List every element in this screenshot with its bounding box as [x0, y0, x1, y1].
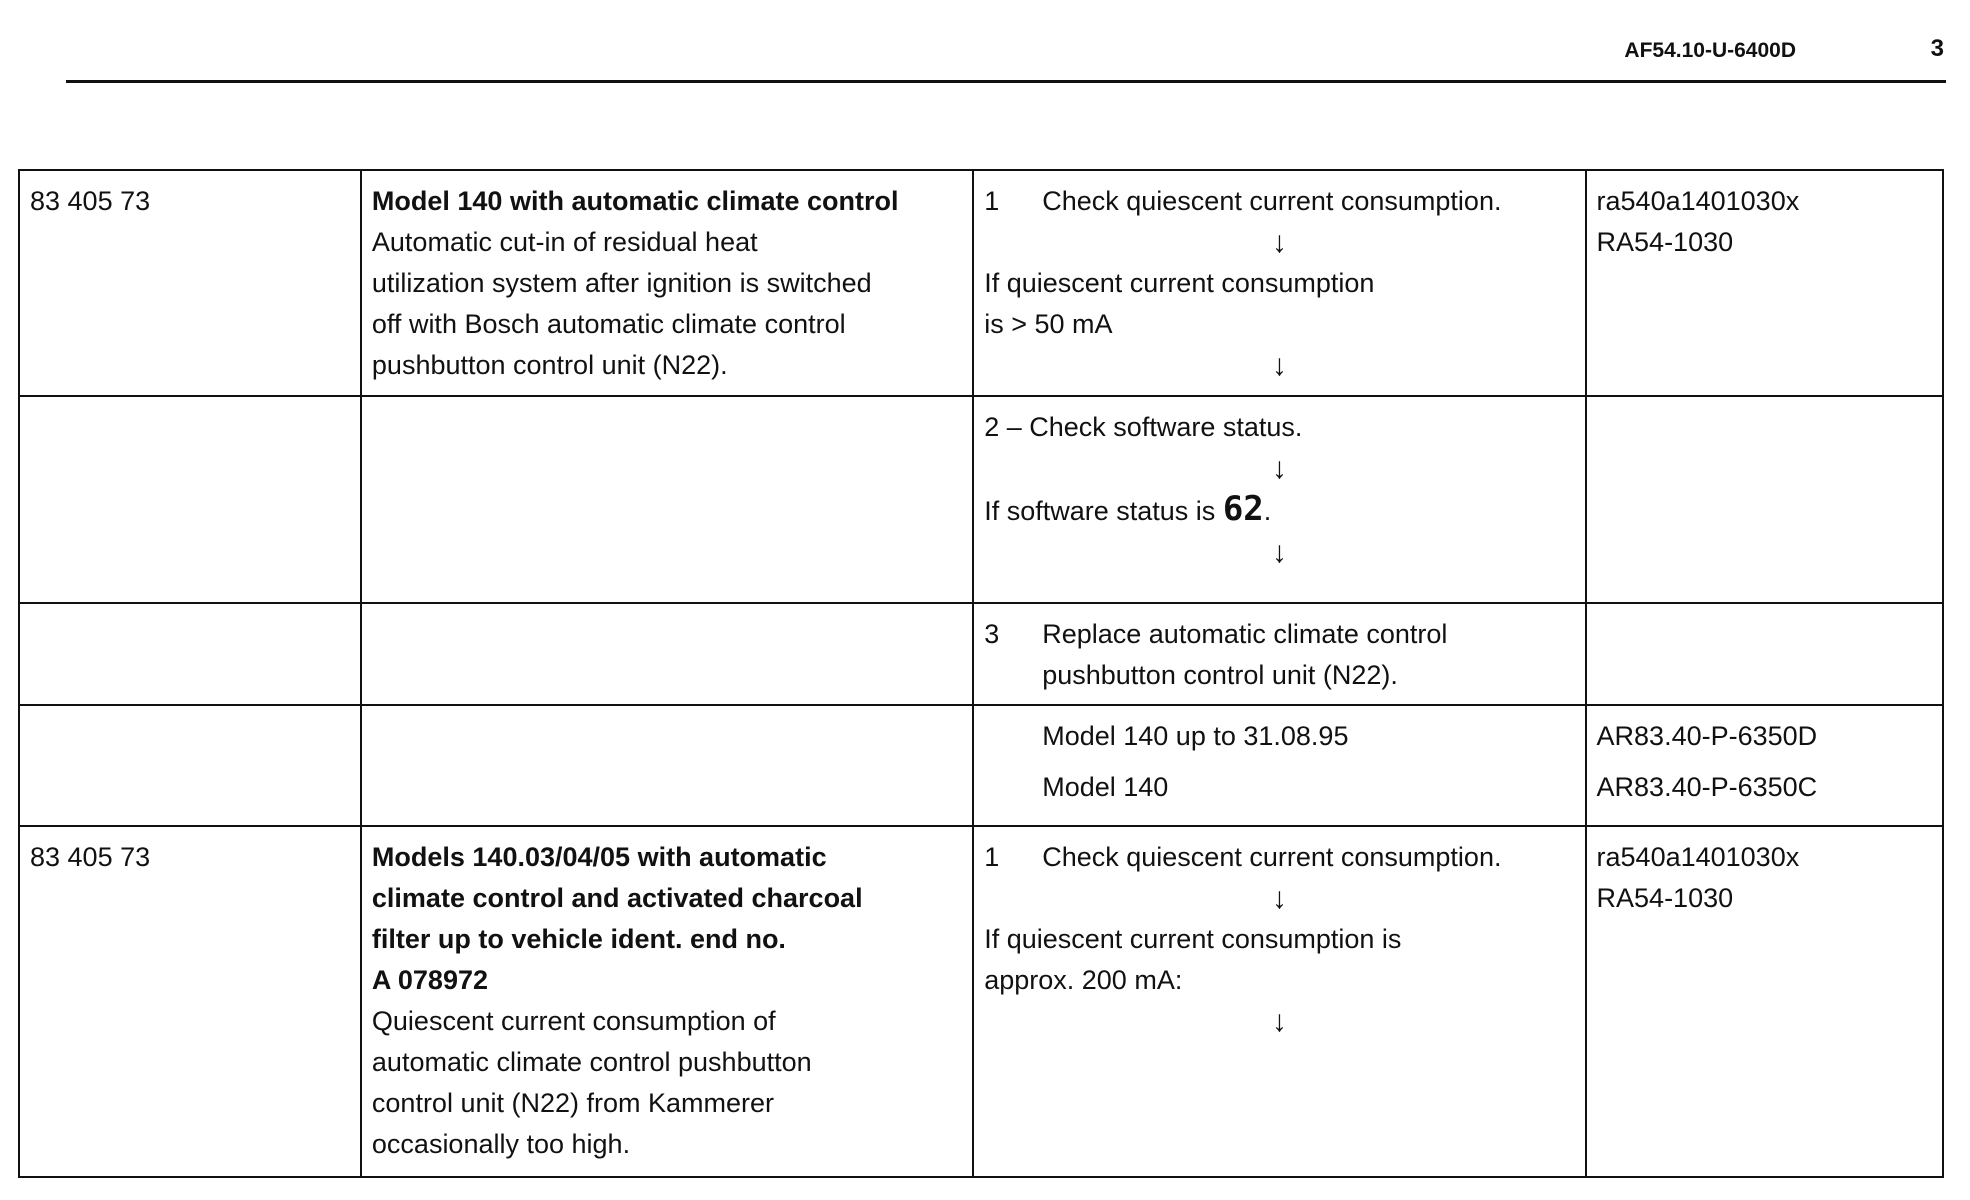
description-title: A 078972	[371, 965, 489, 995]
step-text: Check software status.	[1029, 412, 1303, 442]
reference-cell	[1586, 826, 1943, 1177]
description-line: utilization system after ignition is switched	[371, 268, 872, 298]
table-row	[19, 705, 1943, 826]
step-number: 2 –	[984, 412, 1030, 442]
procedure-cell	[973, 826, 1585, 1177]
reference-code: ra540a1401030x	[1596, 186, 1800, 216]
model-item: Model 140 up to 31.08.95	[1042, 721, 1349, 751]
description-line: off with Bosch automatic climate control	[371, 309, 846, 339]
description-cell	[361, 170, 973, 396]
software-status-value: 62	[1222, 489, 1264, 529]
description-cell	[361, 826, 973, 1177]
part-code: 83 405 73	[30, 186, 151, 216]
model-item: Model 140	[1042, 772, 1169, 802]
condition-suffix: .	[1263, 496, 1272, 526]
down-arrow-icon: ↓	[1271, 349, 1287, 382]
reference-code: AR83.40-P-6350C	[1596, 772, 1818, 802]
description-title: Model 140 with automatic climate control	[371, 186, 899, 216]
reference-cell	[1586, 705, 1943, 826]
reference-code: RA54-1030	[1596, 227, 1734, 257]
table-row	[19, 170, 1943, 396]
reference-cell	[1586, 603, 1943, 705]
document-code: AF54.10-U-6400D	[1624, 39, 1796, 62]
table-row	[19, 826, 1943, 1177]
procedure-cell	[973, 396, 1585, 603]
description-cell	[361, 603, 973, 705]
description-line: pushbutton control unit (N22).	[371, 350, 728, 380]
step-number: 3	[984, 619, 1000, 649]
description-line: control unit (N22) from Kammerer	[371, 1088, 775, 1118]
step-text: Check quiescent current consumption.	[1042, 842, 1502, 872]
down-arrow-icon: ↓	[1271, 452, 1287, 485]
table-row	[19, 396, 1943, 603]
description-line: Quiescent current consumption of	[371, 1006, 776, 1036]
code-cell	[19, 603, 361, 705]
procedure-cell	[973, 705, 1585, 826]
code-cell	[19, 705, 361, 826]
description-cell	[361, 705, 973, 826]
description-cell	[361, 396, 973, 603]
description-line: automatic climate control pushbutton	[371, 1047, 812, 1077]
code-cell	[19, 826, 361, 1177]
condition-line: approx. 200 mA:	[984, 965, 1183, 995]
code-cell	[19, 170, 361, 396]
step-text: pushbutton control unit (N22).	[1042, 660, 1398, 690]
condition-line: If quiescent current consumption is	[984, 924, 1402, 954]
down-arrow-icon: ↓	[1271, 226, 1287, 259]
reference-code: AR83.40-P-6350D	[1596, 721, 1818, 751]
code-cell	[19, 396, 361, 603]
step-text: Replace automatic climate control	[1042, 619, 1448, 649]
description-title: climate control and activated charcoal	[371, 883, 863, 913]
repair-instructions-table	[18, 169, 1944, 1178]
procedure-cell	[973, 170, 1585, 396]
reference-cell	[1586, 396, 1943, 603]
down-arrow-icon: ↓	[1271, 1005, 1287, 1038]
procedure-step	[984, 837, 1574, 878]
procedure-step	[984, 181, 1574, 222]
down-arrow-icon: ↓	[1271, 882, 1287, 915]
description-line: occasionally too high.	[371, 1129, 631, 1159]
down-arrow-icon: ↓	[1271, 536, 1287, 569]
condition-text: If software status is	[984, 496, 1223, 526]
step-number: 1	[984, 186, 1000, 216]
procedure-step	[984, 407, 1574, 448]
reference-code: ra540a1401030x	[1596, 842, 1800, 872]
step-number: 1	[984, 842, 1000, 872]
condition-line	[984, 489, 1574, 532]
description-title: Models 140.03/04/05 with automatic	[371, 842, 827, 872]
reference-cell	[1586, 170, 1943, 396]
condition-line: If quiescent current consumption	[984, 268, 1375, 298]
page-number: 3	[1930, 35, 1944, 62]
condition-line: is > 50 mA	[984, 309, 1113, 339]
step-text: Check quiescent current consumption.	[1042, 186, 1502, 216]
reference-code: RA54-1030	[1596, 883, 1734, 913]
page-header	[66, 30, 1946, 83]
part-code: 83 405 73	[30, 842, 151, 872]
table-row	[19, 603, 1943, 705]
description-line: Automatic cut-in of residual heat	[371, 227, 758, 257]
description-title: filter up to vehicle ident. end no.	[371, 924, 786, 954]
procedure-step	[984, 614, 1574, 696]
procedure-cell	[973, 603, 1585, 705]
